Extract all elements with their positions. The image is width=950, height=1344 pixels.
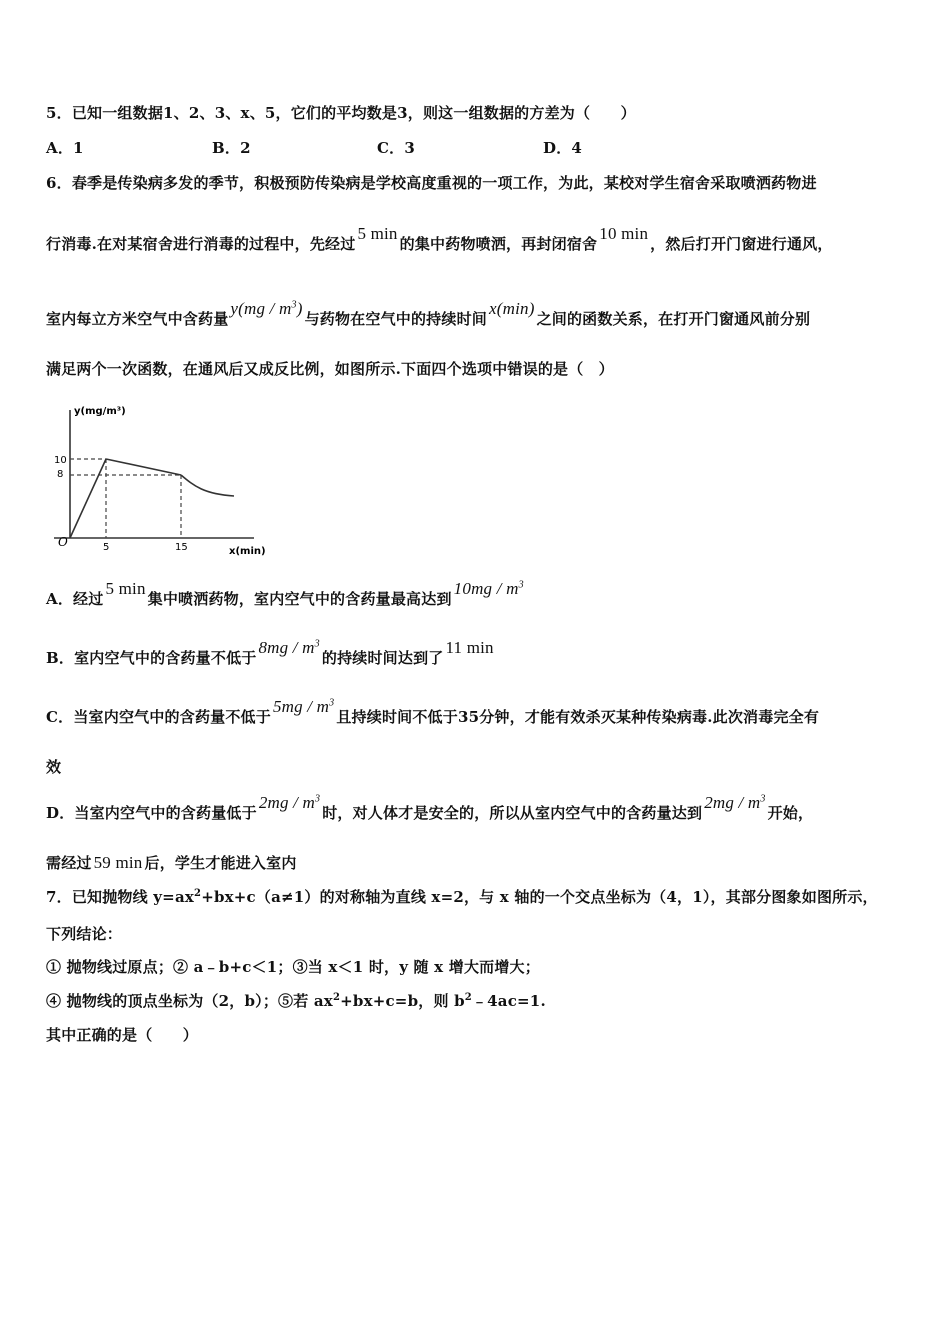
q6-text: ，然后打开门窗进行通风， (650, 235, 833, 253)
math-59min: 59 min (93, 853, 143, 872)
q6-line-3 (46, 299, 811, 329)
q6-text: 行消毒.在对某宿舍进行消毒的过程中，先经过 (46, 235, 356, 253)
q6-text: 的集中药物喷洒，再封闭宿舍 (399, 235, 598, 253)
x-tick-5: 5 (103, 542, 110, 553)
q5-option-a: A．1 (46, 139, 84, 157)
q5-options (46, 137, 906, 157)
math-5min: 5 min (105, 579, 146, 598)
q7-line-2: 下列结论： (46, 925, 123, 943)
q5-option-c: C．3 (377, 139, 415, 157)
math-10mg: $10mg / m^3$ (453, 579, 524, 598)
math-10min: 10 min (599, 224, 649, 243)
q6-option-a: A．经过5 min集中喷洒药物，室内空气中的含药量最高达到$10mg / m^3$ (46, 579, 524, 608)
y-axis-label: y(mg/m³) (74, 406, 126, 417)
q7-line-5: 其中正确的是（ ） (46, 1026, 199, 1044)
origin-label: O (58, 535, 68, 549)
y-tick-10: 10 (54, 455, 67, 466)
math-8mg: $8mg / m^3$ (258, 638, 320, 657)
curve-rise (70, 459, 106, 538)
q5-stem: 5．已知一组数据1、2、3、x、5，它们的平均数是3，则这一组数据的方差为（ ） (46, 104, 636, 122)
math-y-unit: $y(mg / m^3)$ (230, 299, 303, 318)
q6-function-graph (44, 398, 274, 564)
math-2mg: $2mg / m^3$ (258, 793, 321, 812)
q6-line-4: 满足两个一次函数，在通风后又成反比例，如图所示.下面四个选项中错误的是（ ） (46, 360, 614, 378)
q6-option-b: B．室内空气中的含药量不低于$8mg / m^3$的持续时间达到了11 min (46, 638, 494, 667)
math-11min: 11 min (445, 638, 494, 657)
q6-option-c-cont: 效 (46, 758, 62, 776)
math-5mg: $5mg / m^3$ (272, 697, 335, 716)
q6-text: 与药物在空气中的持续时间 (304, 310, 487, 328)
math-2mg: $2mg / m^3$ (704, 793, 766, 812)
q6-text: 之间的函数关系，在打开门窗通风前分别 (536, 310, 811, 328)
x-tick-15: 15 (175, 542, 188, 553)
q7-line-3: ① 抛物线过原点；② a﹣b+c＜1；③当 x＜1 时，y 随 x 增大而增大； (46, 958, 540, 976)
q6-option-d-cont: 需经过 59 min 后，学生才能进入室内 (46, 853, 297, 872)
curve-decline (106, 459, 181, 475)
q6-line-1: 6．春季是传染病多发的季节，积极预防传染病是学校高度重视的一项工作，为此，某校对学生宿舍采取喷洒药物进 (46, 174, 817, 192)
q5-option-d: D．4 (543, 139, 583, 157)
q7-line-1: 7．已知抛物线 $y=ax^2+bx+c(a\ne 1)$的对称轴为直线 x=2，与 x 轴的一个交点坐标为（4，1），其部分图象如图所示， (46, 888, 878, 906)
q5-option-b: B．2 (212, 139, 251, 157)
math-5min: 5 min (357, 224, 398, 243)
q6-line-2 (46, 224, 833, 254)
q7-line-4: ④ 抛物线的顶点坐标为（2，b）；⑤若 $ax^2+bx+c=b$，则 $b^2﹣4ac=1$. (46, 992, 546, 1010)
math-x-min: x(min) (488, 299, 535, 318)
x-axis-label: x(min) (229, 546, 266, 557)
q6-text: 室内每立方米空气中含药量 (46, 310, 229, 328)
y-tick-8: 8 (57, 469, 64, 480)
q6-option-c: C．当室内空气中的含药量不低于$5mg / m^3$且持续时间不低于35分钟，才能有效杀灭某种传染病毒.此次消毒完全有 (46, 697, 820, 726)
q6-option-d: D．当室内空气中的含药量低于$2mg / m^3$时，对人体才是安全的，所以从室内空气中的含药量达到$2mg / m^3$开始， (46, 793, 814, 822)
curve-inverse (181, 475, 234, 496)
